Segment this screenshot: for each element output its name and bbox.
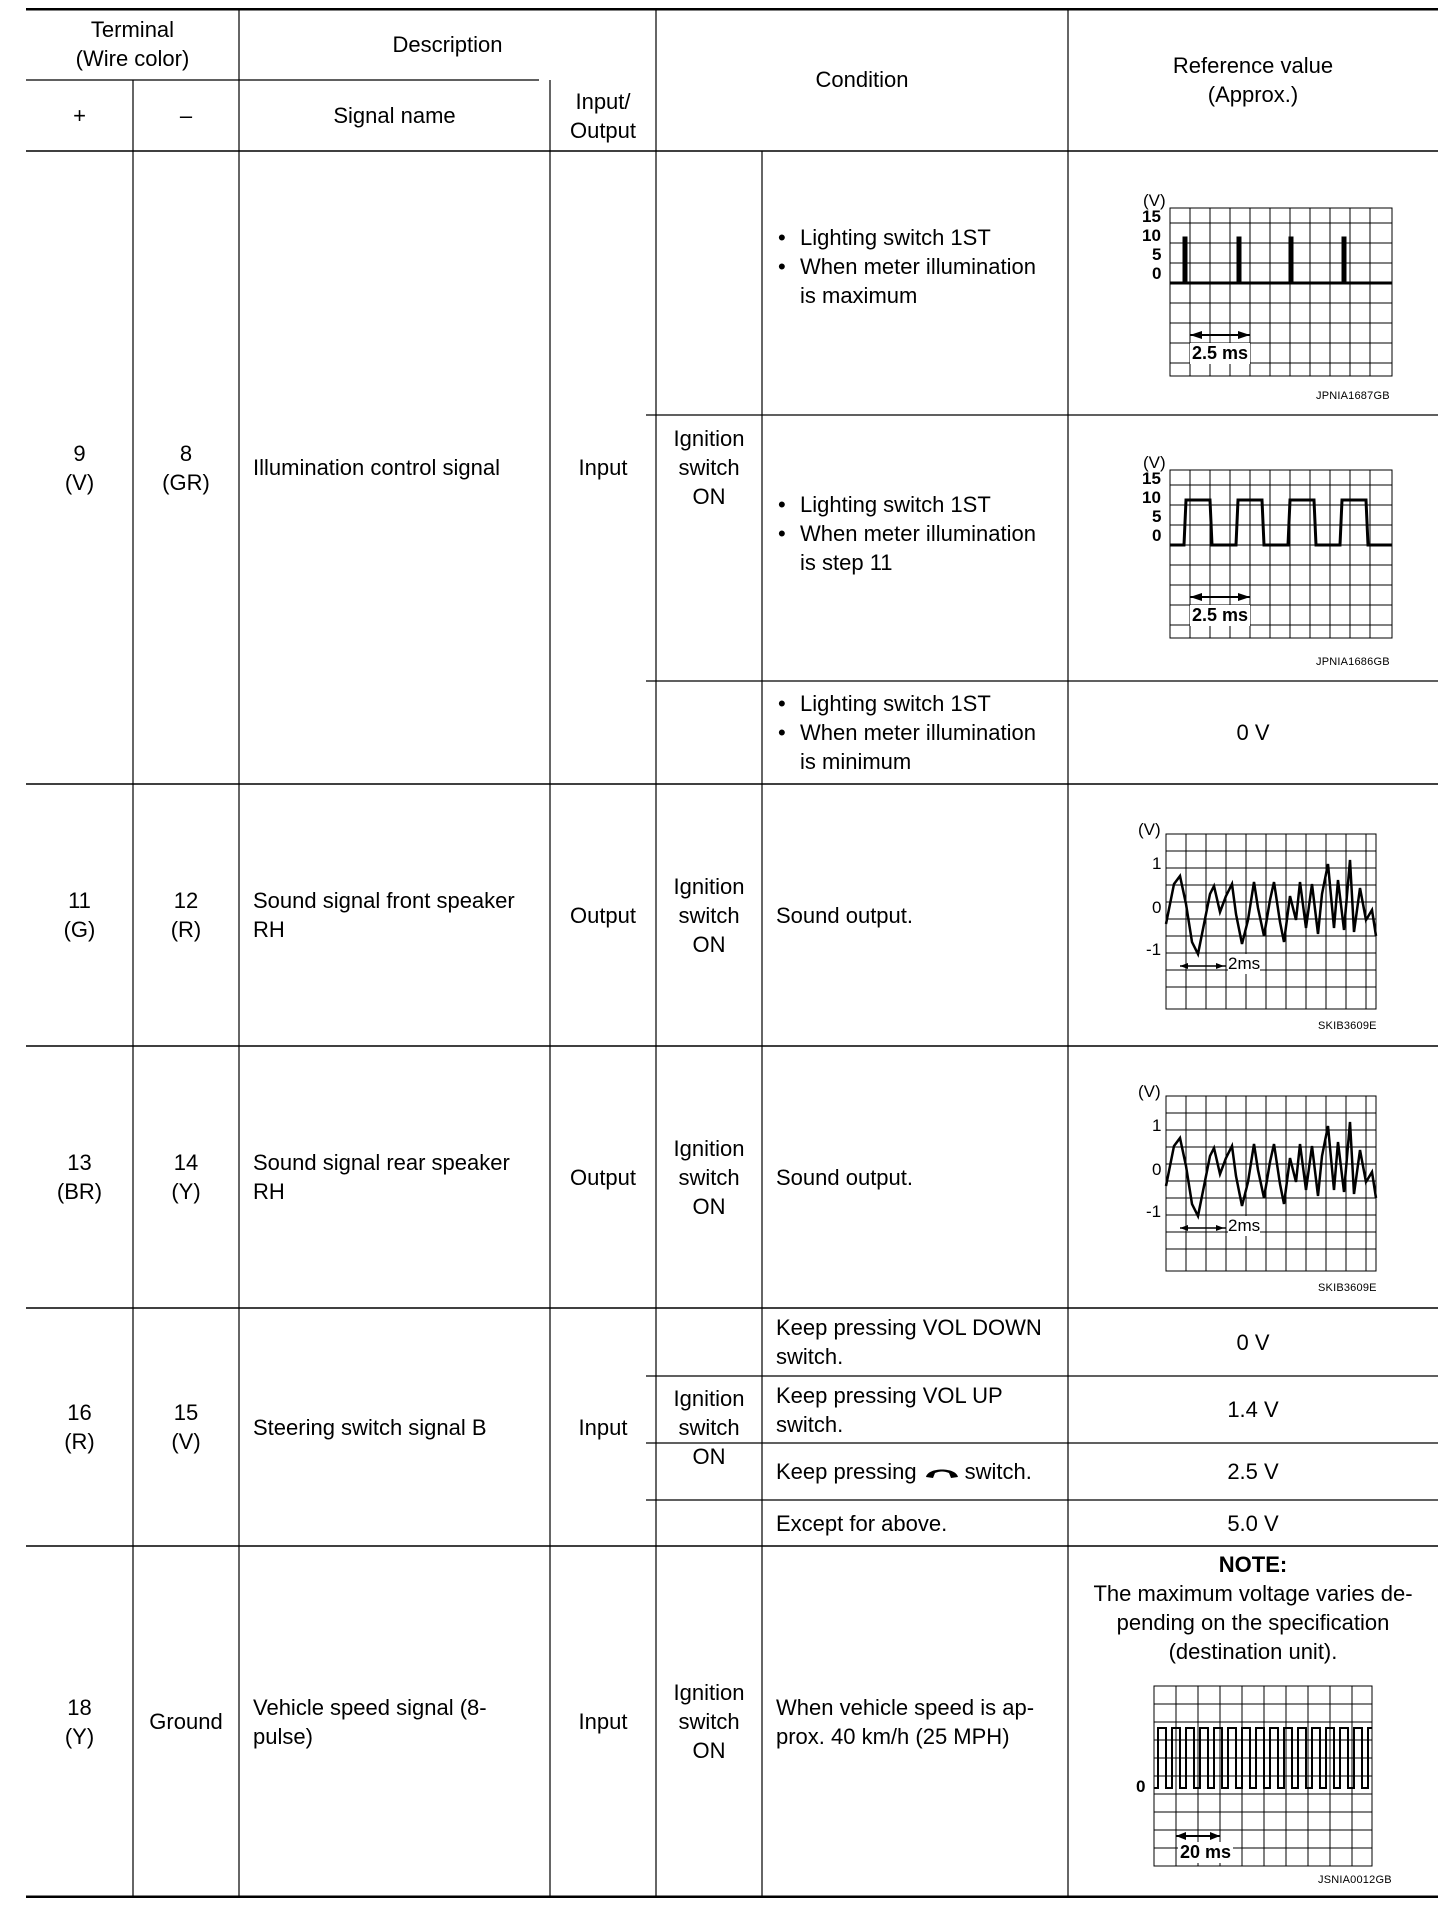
row3-tick-1: 1 (1152, 1116, 1162, 1135)
header-io-line2: Output (569, 117, 637, 143)
row4-sub1-line1: Keep pressing VOL DOWN (776, 1315, 1042, 1340)
row3-time-label: 2ms (1228, 1216, 1261, 1235)
row1-plus-color: (V) (64, 469, 95, 495)
row5-figure-code: JSNIA0012GB (1318, 1874, 1392, 1886)
row2-v-unit: (V) (1138, 820, 1161, 839)
row1-sub1-bullet2-b: is maximum (800, 282, 918, 308)
row1-sub1-figure-code: JPNIA1687GB (1316, 390, 1390, 402)
row1-cond-line2: switch (678, 455, 740, 480)
row1-minus-color: (GR) (162, 469, 210, 495)
row2-minus-terminal (133, 784, 239, 1046)
row2-tick-1: 1 (1152, 854, 1162, 873)
row3-waveform (1124, 1082, 1394, 1276)
row4-plus-color: (R) (64, 1429, 95, 1454)
header-terminal-label: Terminal (90, 17, 175, 42)
row1-sub2-waveform (1128, 455, 1408, 640)
row2-plus-color: (G) (63, 917, 96, 942)
row5-cond-line2: switch (678, 1709, 740, 1734)
row5-plus-terminal (26, 1546, 133, 1897)
row5-signal-name (239, 1546, 550, 1897)
row2-plus-number: 11 (68, 888, 91, 913)
row3-plus-number: 13 (67, 1150, 92, 1175)
row5-signal-line2: pulse) (253, 1723, 313, 1749)
row1-sub3-condition (762, 681, 1068, 784)
row5-note (1068, 1548, 1438, 1666)
row3-tick-neg1: -1 (1146, 1202, 1162, 1221)
row4-cond-line3: ON (692, 1443, 726, 1469)
row1-sub1-time-label: 2.5 ms (1192, 343, 1249, 363)
row5-note-line1: The maximum voltage varies de- (1093, 1581, 1413, 1606)
row1-sub2-v-unit: (V) (1143, 453, 1166, 472)
header-ref-line1: Reference value (1172, 52, 1334, 78)
row4-sub2-line2: switch. (776, 1411, 844, 1437)
row1-sub1-condition (762, 151, 1068, 415)
header-condition: Condition (815, 67, 909, 92)
header-ref-line2: (Approx.) (1207, 81, 1299, 107)
row4-sub3-value: 2.5 V (1227, 1459, 1279, 1484)
row1-minus-number: 8 (179, 440, 193, 466)
row1-sub1-bullet2 (776, 252, 1036, 310)
row5-plus-number: 18 (67, 1694, 92, 1720)
row4-sub1-value: 0 V (1236, 1329, 1270, 1355)
row1-minus-terminal (133, 151, 239, 784)
row1-sub2-tick-0: 0 (1152, 526, 1162, 545)
row1-plus-number: 9 (73, 440, 86, 466)
row1-sub1-tick-0: 0 (1152, 264, 1162, 283)
row3-cond-line1: Ignition (673, 1135, 745, 1161)
row3-signal-line2: RH (253, 1179, 285, 1204)
row4-sub1-line2: switch. (776, 1344, 844, 1369)
row3-minus-color: (Y) (171, 1179, 201, 1204)
row5-note-line2: pending on the specification (1116, 1610, 1390, 1635)
row5-condition (762, 1546, 1068, 1897)
row1-io: Input (578, 455, 628, 480)
row2-cond-line3: ON (692, 931, 726, 957)
row5-note-title: NOTE: (1218, 1552, 1288, 1577)
row4-plus-terminal (26, 1308, 133, 1546)
row4-sub4-value: 5.0 V (1227, 1510, 1279, 1536)
row4-signal-name: Steering switch signal B (253, 1414, 487, 1440)
pulse-square-waveform-chart (1128, 455, 1408, 640)
row4-minus-color: (V) (171, 1429, 201, 1454)
row1-sub1-tick-10: 10 (1142, 226, 1161, 245)
header-minus: – (179, 103, 193, 128)
row4-plus-number: 16 (67, 1400, 92, 1425)
row1-cond-line1: Ignition (673, 426, 745, 451)
sound-waveform-front-chart (1124, 824, 1394, 1014)
row4-sub4-condition: Except for above. (776, 1510, 948, 1536)
terminal-table (26, 8, 1438, 1898)
row5-io: Input (578, 1709, 628, 1734)
row3-signal-name (239, 1046, 550, 1308)
row2-figure-code: SKIB3609E (1318, 1020, 1377, 1032)
row5-plus-color: (Y) (64, 1723, 95, 1749)
row4-sub3-condition (762, 1443, 1068, 1500)
header-description: Description (392, 31, 503, 57)
row4-minus-number: 15 (173, 1400, 199, 1425)
vehicle-speed-pulse-chart (1134, 1678, 1404, 1878)
row2-time-label: 2ms (1228, 954, 1261, 973)
row1-condition-ignition (656, 151, 762, 784)
row2-io: Output (569, 902, 637, 928)
row3-io: Output (569, 1164, 637, 1190)
row2-tick-0: 0 (1152, 898, 1162, 917)
row4-sub3-pre: Keep pressing (776, 1459, 917, 1484)
row3-plus-color: (BR) (56, 1179, 103, 1204)
row3-tick-0: 0 (1152, 1160, 1162, 1179)
row1-sub2-bullet2-b: is step 11 (800, 549, 893, 575)
row2-cond-line2: switch (678, 902, 740, 928)
phone-hangup-icon (925, 1464, 959, 1480)
row4-sub2-line1: Keep pressing VOL UP (776, 1382, 1003, 1408)
pulse-narrow-waveform-chart (1128, 193, 1408, 378)
row5-signal-line1: Vehicle speed signal (8- (253, 1694, 487, 1720)
header-plus: + (73, 103, 86, 128)
row1-sub3-bullet2-a: When meter illumination (800, 720, 1036, 745)
header-terminal (26, 8, 239, 80)
row1-sub2-v-ticks (1142, 469, 1161, 545)
row5-waveform (1134, 1678, 1404, 1878)
header-signal-name: Signal name (333, 103, 456, 128)
row3-signal-line1: Sound signal rear speaker (253, 1150, 510, 1175)
row3-condition: Sound output. (776, 1164, 914, 1190)
row3-condition-ignition (656, 1046, 762, 1308)
row3-cond-line3: ON (692, 1193, 726, 1219)
row4-cond-line2: switch (678, 1414, 740, 1440)
row4-minus-terminal (133, 1308, 239, 1546)
row1-sub1-tick-15: 15 (1142, 207, 1161, 226)
row4-io: Input (578, 1414, 628, 1440)
header-input-output (550, 80, 656, 151)
row2-signal-line1: Sound signal front speaker (253, 888, 515, 913)
row5-condition-ignition (656, 1546, 762, 1897)
row1-sub2-bullet1: • Lighting switch 1ST (776, 490, 1036, 519)
row1-sub1-waveform (1128, 193, 1408, 378)
row1-sub1-tick-5: 5 (1152, 245, 1162, 264)
row1-sub3-bullet2 (776, 718, 1036, 776)
row3-figure-code: SKIB3609E (1318, 1282, 1377, 1294)
row2-waveform (1124, 820, 1394, 1014)
row5-tick-0: 0 (1136, 1777, 1146, 1796)
row1-sub3-bullet2-b: is minimum (800, 749, 912, 774)
row4-sub2-condition (762, 1376, 1068, 1443)
row1-sub1-v-unit: (V) (1143, 191, 1166, 210)
row5-minus-terminal: Ground (149, 1709, 223, 1734)
row1-sub3-bullet1: • Lighting switch 1ST (776, 689, 1036, 718)
row5-condition-line2: prox. 40 km/h (25 MPH) (776, 1723, 1010, 1749)
sound-waveform-rear-chart (1124, 1086, 1394, 1276)
row5-condition-line1: When vehicle speed is ap- (776, 1694, 1035, 1720)
row2-minus-color: (R) (170, 917, 202, 942)
header-wire-color-label: (Wire color) (75, 46, 190, 71)
row2-condition-ignition (656, 784, 762, 1046)
header-io-line1: Input/ (575, 88, 631, 114)
row2-condition: Sound output. (776, 902, 914, 928)
row4-sub3-post: switch. (964, 1459, 1032, 1484)
row2-signal-line2: RH (253, 917, 285, 942)
row2-plus-terminal (26, 784, 133, 1046)
row4-condition-ignition (656, 1308, 762, 1546)
row3-plus-terminal (26, 1046, 133, 1308)
row1-sub2-bullet2 (776, 519, 1036, 577)
row3-v-unit: (V) (1138, 1082, 1161, 1101)
row2-minus-number: 12 (173, 888, 199, 913)
row3-minus-number: 14 (173, 1150, 199, 1175)
row1-sub2-time-label: 2.5 ms (1192, 605, 1249, 625)
row1-sub2-condition (762, 415, 1068, 681)
row2-tick-neg1: -1 (1146, 940, 1162, 959)
row1-cond-line3: ON (692, 484, 726, 509)
row1-plus-terminal (26, 151, 133, 784)
row4-sub1-condition (762, 1308, 1068, 1376)
header-reference-value (1068, 8, 1438, 151)
row5-time-label: 20 ms (1180, 1842, 1232, 1862)
row1-signal-name: Illumination control signal (253, 455, 501, 480)
row2-cond-line1: Ignition (673, 873, 745, 899)
row1-sub1-bullet1: • Lighting switch 1ST (776, 223, 1036, 252)
row1-sub2-tick-10: 10 (1142, 488, 1161, 507)
row1-sub2-bullet2-a: When meter illumination (800, 520, 1036, 546)
row5-note-line3: (destination unit). (1168, 1639, 1338, 1664)
row2-signal-name (239, 784, 550, 1046)
row5-cond-line3: ON (692, 1738, 726, 1763)
row3-cond-line2: switch (678, 1164, 740, 1190)
row1-sub3-value: 0 V (1236, 720, 1270, 745)
row3-minus-terminal (133, 1046, 239, 1308)
row1-sub2-figure-code: JPNIA1686GB (1316, 656, 1390, 668)
row4-sub2-value: 1.4 V (1227, 1397, 1279, 1422)
row1-sub1-v-ticks (1142, 207, 1161, 283)
row4-cond-line1: Ignition (673, 1385, 745, 1411)
row1-sub1-bullet2-a: When meter illumination (800, 253, 1036, 279)
row5-cond-line1: Ignition (673, 1680, 745, 1705)
row1-sub2-tick-5: 5 (1152, 507, 1162, 526)
row1-sub2-tick-15: 15 (1142, 469, 1161, 488)
